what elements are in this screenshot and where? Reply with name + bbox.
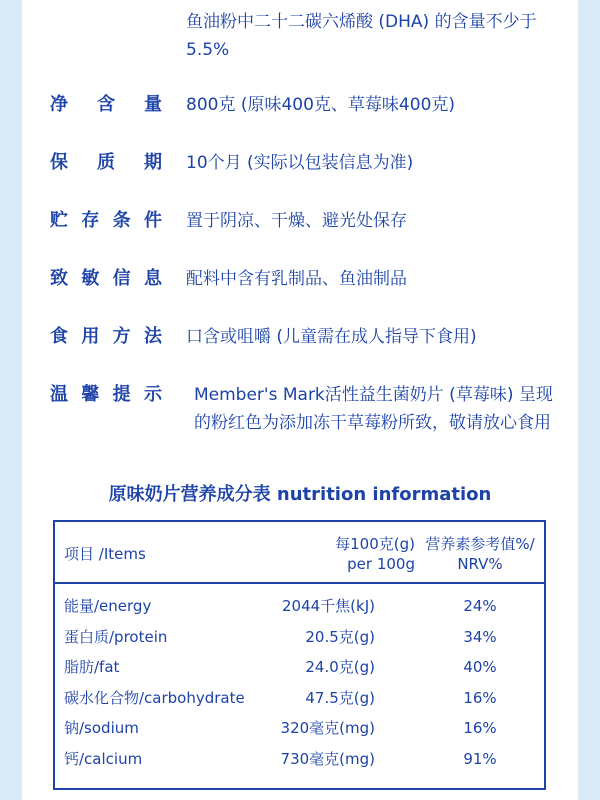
left-edge-stripe (0, 0, 22, 800)
shelf-life-value: 10个月 (实际以包装信息为准) (186, 153, 414, 173)
nutrient-nrv: 16% (463, 719, 497, 737)
usage-label: 食用方法 (50, 326, 162, 347)
nutrient-nrv: 40% (463, 658, 497, 676)
header-items: 项目 /Items (64, 545, 146, 563)
net-content-label: 净含量 (50, 94, 162, 115)
nutrient-name: 钙/calcium (64, 749, 143, 768)
nutrient-value: 20.5克(g) (305, 627, 375, 646)
nutrient-value: 24.0克(g) (305, 658, 375, 676)
dha-note: 鱼油粉中二十二碳六烯酸 (DHA) 的含量不少于 5.5% (186, 12, 537, 60)
nutrition-table-title: 原味奶片营养成分表 nutrition information (108, 484, 492, 505)
header-per-100g (295, 534, 415, 574)
tip-label: 温馨提示 (50, 384, 162, 405)
table-row (55, 745, 544, 776)
table-row (55, 592, 544, 623)
nutrition-rows (55, 592, 544, 775)
table-row (55, 653, 544, 684)
header-nrv-line2: NRV% (457, 555, 503, 573)
table-row (55, 684, 544, 715)
allergen-value: 配料中含有乳制品、鱼油制品 (186, 269, 407, 289)
table-row (55, 623, 544, 654)
nutrient-nrv: 16% (463, 688, 497, 707)
nutrition-table-header (55, 522, 544, 584)
shelf-life-label: 保质期 (50, 152, 162, 173)
nutrient-nrv: 34% (463, 627, 497, 646)
nutrient-nrv: 24% (463, 597, 497, 615)
header-nrv (420, 534, 540, 574)
storage-value: 置于阴凉、干燥、避光处保存 (186, 211, 407, 231)
header-per-100g-line1: 每100克(g) (335, 535, 415, 553)
net-content-value: 800克 (原味400克、草莓味400克) (186, 95, 456, 115)
nutrient-value: 730毫克(mg) (280, 749, 375, 768)
nutrient-name: 蛋白质/protein (64, 627, 168, 646)
nutrient-name: 能量/energy (64, 597, 152, 615)
nutrition-table (53, 520, 546, 790)
nutrient-nrv: 91% (463, 749, 497, 768)
nutrient-name: 钠/sodium (64, 719, 139, 737)
nutrient-name: 脂肪/fat (64, 658, 120, 676)
header-per-100g-line2: per 100g (347, 555, 415, 573)
nutrient-value: 320毫克(mg) (280, 719, 375, 737)
table-row (55, 714, 544, 745)
storage-label: 贮存条件 (50, 210, 162, 231)
header-nrv-line1: 营养素参考值%/ (425, 535, 535, 553)
tip-value: Member's Mark活性益生菌奶片 (草莓味) 呈现的粉红色为添加冻干草莓粉所致，敬请放心食用 (194, 385, 553, 433)
usage-value: 口含或咀嚼 (儿童需在成人指导下食用) (186, 327, 477, 347)
nutrient-value: 47.5克(g) (305, 688, 375, 707)
nutrient-name: 碳水化合物/carbohydrate (64, 688, 245, 707)
nutrient-value: 2044千焦(kJ) (282, 597, 375, 615)
right-edge-stripe (578, 0, 600, 800)
allergen-label: 致敏信息 (50, 268, 162, 289)
